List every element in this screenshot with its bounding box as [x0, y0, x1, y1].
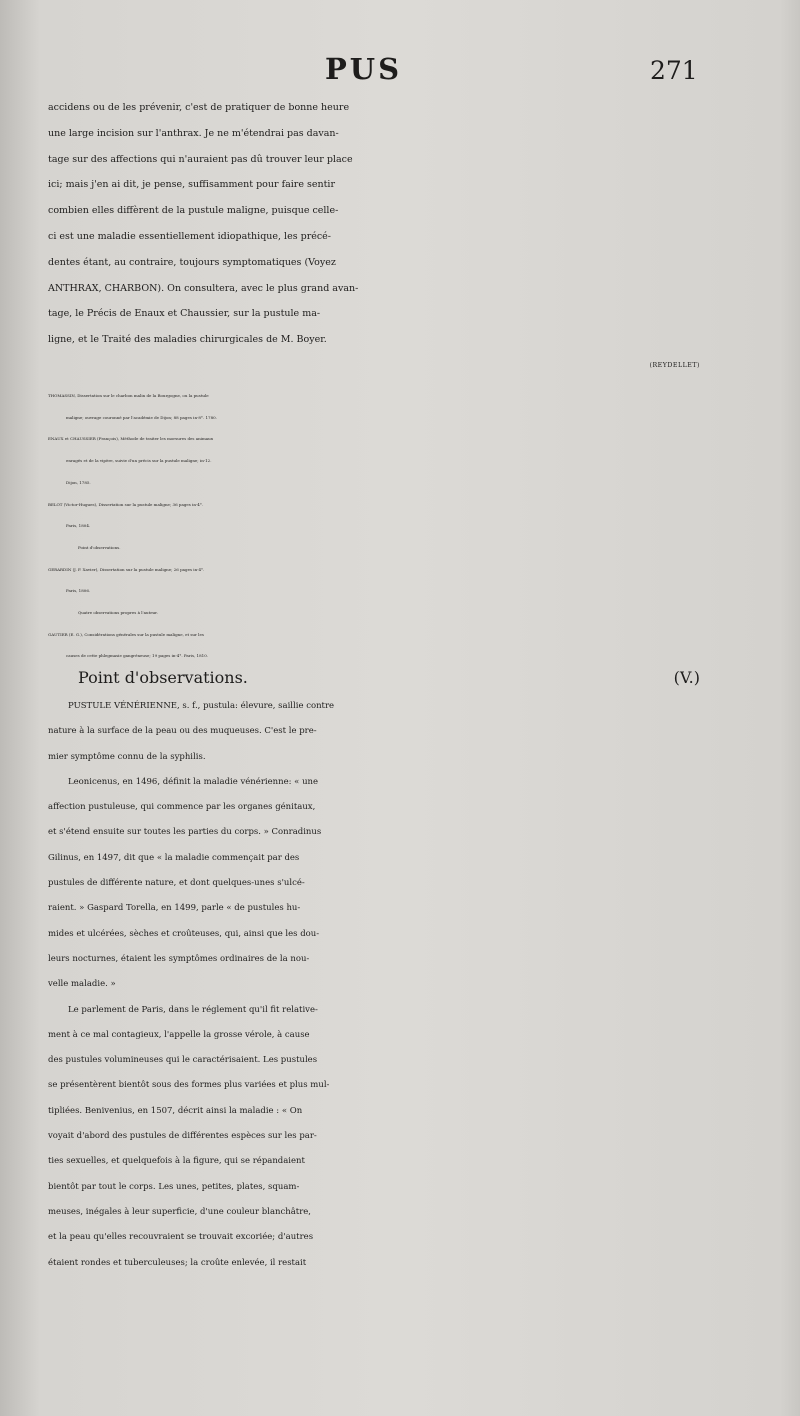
text-line: ligne, et le Traité des maladies chirurgicales de M. Boyer.: [48, 334, 327, 346]
text-line: ci est une maladie essentiellement idiopathique, les précé-: [48, 230, 332, 242]
bib-entry-line: Paris, 1806.: [66, 588, 91, 594]
text-line: velle maladie. »: [48, 979, 116, 990]
bib-last-row: [48, 667, 700, 689]
bib-entry-line: ENAUX et CHAUSSIER (François), Méthode de traiter les morsures des animaux: [48, 436, 213, 442]
running-title: PUS: [325, 52, 403, 86]
bib-entry-line: Paris, 1804.: [66, 523, 91, 529]
text-line: ties sexuelles, et quelquefois à la figure, qui se répandaient: [48, 1156, 305, 1167]
bib-entry-line: BELOT (Victor-Hugues), Dissertation sur la pustule maligne; 36 pages in-4°.: [48, 501, 204, 507]
article-pustule-maligne-conclusion: [48, 95, 700, 379]
text-line: pustules de différente nature, et dont quelques-unes s'ulcé-: [48, 878, 305, 889]
text-line: ici; mais j'en ai dit, je pense, suffisamment pour faire sentir: [48, 179, 335, 191]
text-line: ANTHRAX, CHARBON). On consultera, avec le plus grand avan-: [48, 282, 359, 294]
bibliography: [48, 385, 700, 689]
bib-entry-line: GAUTIER (E. G.), Considérations générales sur la pustule maligne, et sur les: [48, 631, 204, 637]
bib-entry-line: GERARDIN (J. F. Xavier), Dissertation sur la pustule maligne; 26 pages in-4°.: [48, 566, 205, 572]
text-line: bientôt par tout le corps. Les unes, petites, plates, squam-: [48, 1181, 300, 1192]
text-line: Gilinus, en 1497, dit que « la maladie commençait par des: [48, 852, 300, 863]
text-line: tage, le Précis de Enaux et Chaussier, sur la pustule ma-: [48, 308, 321, 320]
text-line: étaient rondes et tuberculeuses; la croûte enlevée, il restait: [48, 1257, 307, 1268]
bib-entry-line: enragés et de la vipère, suivie d'un précis sur la pustule maligne; in-12.: [66, 458, 212, 464]
text-line: et s'étend ensuite sur toutes les parties du corps. » Conradinus: [48, 827, 322, 838]
text-line: mides et ulcérées, sèches et croûteuses, qui, ainsi que les dou-: [48, 928, 320, 939]
text-line: tage sur des affections qui n'auraient pas dû trouver leur place: [48, 153, 353, 165]
text-line: combien elles diffèrent de la pustule maligne, puisque celle-: [48, 205, 339, 217]
text-line: mier symptôme connu de la syphilis.: [48, 751, 206, 762]
article-pustule-venerienne: [48, 694, 700, 1276]
text-line: des pustules volumineuses qui le caractérisaient. Les pustules: [48, 1055, 318, 1066]
text-line: affection pustuleuse, qui commence par les organes génitaux,: [48, 802, 316, 813]
author-signature: (REYDELLET): [649, 361, 700, 369]
text-line: nature à la surface de la peau ou des muqueuses. C'est le pre-: [48, 726, 317, 737]
text-line: accidens ou de les prévenir, c'est de pratiquer de bonne heure: [48, 102, 350, 113]
author-signature: (V.): [673, 668, 700, 688]
bib-note: Point d'observations.: [78, 544, 121, 550]
bib-note: Point d'observations.: [78, 668, 248, 688]
page-header: [0, 52, 800, 92]
text-line: ment à ce mal contagieux, l'appelle la grosse vérole, à cause: [48, 1029, 310, 1040]
text-line: PUSTULE VÉNÉRIENNE, s. f., pustula: élevure, saillie contre: [68, 701, 335, 711]
text-line: Leonicenus, en 1496, définit la maladie vénérienne: « une: [68, 776, 319, 787]
page-number: 271: [650, 56, 698, 85]
text-line: voyait d'abord des pustules de différentes espèces sur les par-: [48, 1131, 317, 1142]
bib-entry-line: Dijon, 1785.: [66, 479, 91, 485]
text-line: tipliées. Benivenius, en 1507, décrit ainsi la maladie : « On: [48, 1105, 303, 1116]
bib-entry-line: maligne; ouvrage couronné par l'académie de Dijon; 88 pages in-8°. 1780.: [66, 414, 217, 420]
text-line: raient. » Gaspard Torella, en 1499, parle « de pustules hu-: [48, 903, 301, 914]
text-line: une large incision sur l'anthrax. Je ne m'étendrai pas davan-: [48, 127, 339, 139]
bib-entry-line: causes de cette phlegmasie gangréneuse; 19 pages in-4°. Paris, 1810.: [66, 653, 209, 659]
bib-entry-line: THOMASSIN, Dissertation sur le charbon malin de la Bourgogne, ou la pustule: [48, 393, 209, 398]
text-line: meuses, inégales à leur superficie, d'une couleur blanchâtre,: [48, 1206, 311, 1217]
bib-note: Quatre observations propres à l'auteur.: [78, 610, 158, 616]
text-line: leurs nocturnes, étaient les symptômes ordinaires de la nou-: [48, 953, 310, 964]
text-line: dentes étant, au contraire, toujours symptomatiques (Voyez: [48, 256, 336, 268]
text-line: se présentèrent bientôt sous des formes plus variées et plus mul-: [48, 1080, 330, 1091]
text-line: Le parlement de Paris, dans le réglement qu'il fit relative-: [68, 1004, 318, 1015]
text-line: et la peau qu'elles recouvraient se trouvait excoriée; d'autres: [48, 1232, 314, 1243]
